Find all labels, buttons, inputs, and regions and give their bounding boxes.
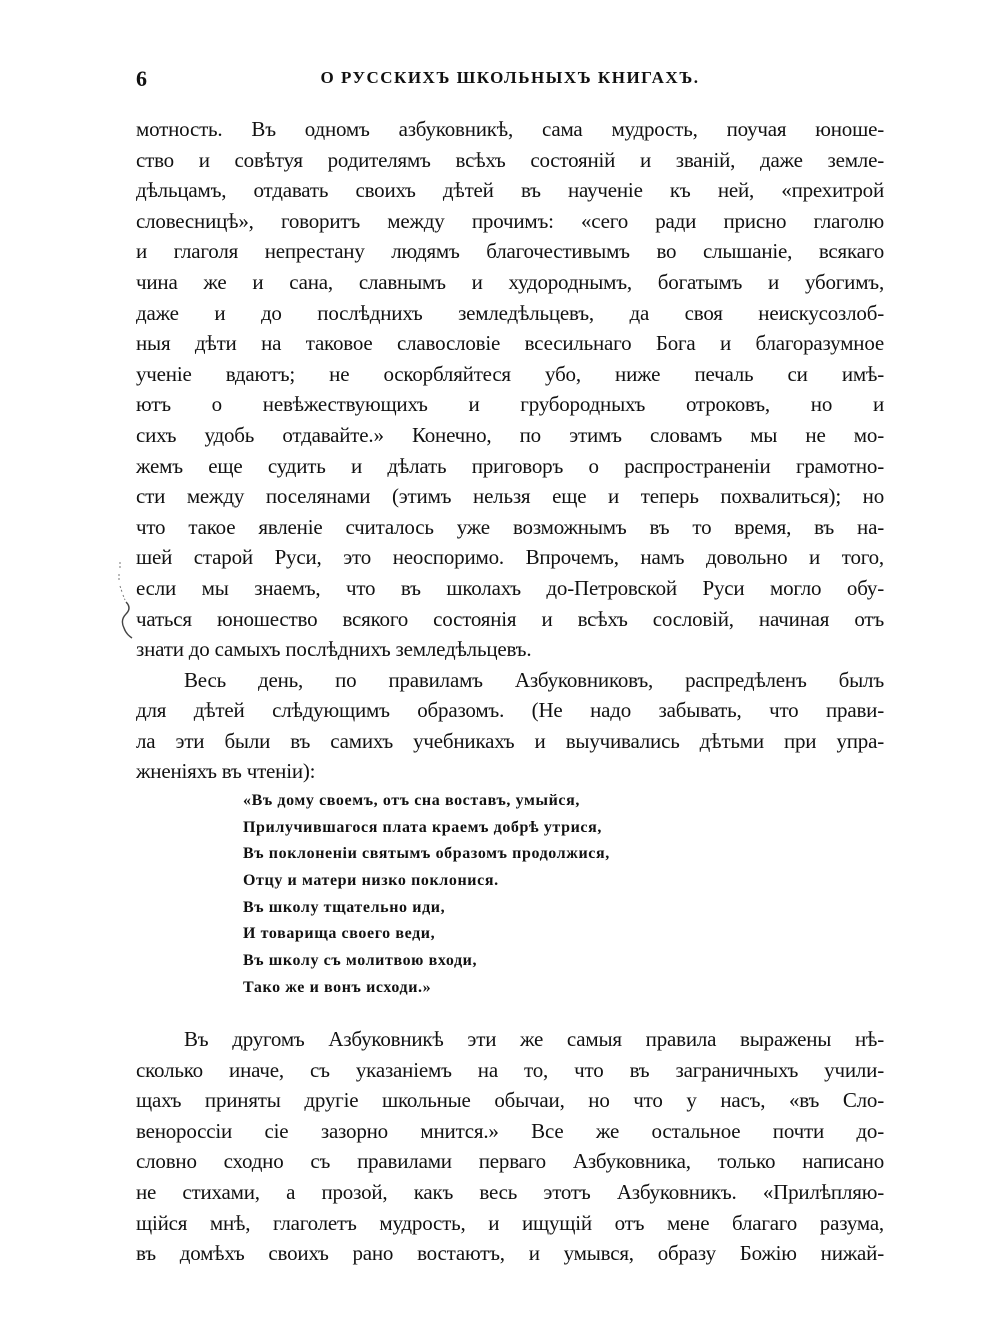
text-line: словесницѣ», говоритъ между прочимъ: «сего ради присно глаголю bbox=[136, 208, 884, 233]
verse-line: Въ школу съ молитвою входи, bbox=[243, 952, 478, 970]
verse-line: «Въ дому своемъ, отъ сна воставъ, умыйся, bbox=[243, 792, 580, 809]
running-title: О РУССКИХЪ ШКОЛЬНЫХЪ КНИГАХЪ. bbox=[320, 68, 700, 87]
text-line: для дѣтей слѣдующимъ образомъ. (Не надо забывать, что прави- bbox=[136, 698, 884, 723]
text-line: ла эти были въ самихъ учебникахъ и выучивались дѣтьми при упра- bbox=[136, 728, 884, 753]
text-line: ученіе вдаютъ; не оскорбляйтеся убо, ниже печаль си имѣ- bbox=[136, 361, 884, 386]
verse-line: Прилучившагося плата краемъ добрѣ утрися, bbox=[243, 818, 602, 836]
text-line: венороссіи сіе зазорно мнится.» Все же остальное почти до- bbox=[136, 1118, 884, 1143]
text-line: сти между поселянами (этимъ нельзя еще и теперь похвалиться); но bbox=[136, 484, 884, 509]
text-line: щахъ приняты другіе школьные обычаи, но что у насъ, «въ Сло- bbox=[136, 1088, 884, 1113]
text-line: въ домѣхъ своихъ рано востаютъ, и умывся, образу Божію нижай- bbox=[136, 1241, 884, 1266]
text-line: ство и совѣтуя родителямъ всѣхъ состояній и званій, даже земле- bbox=[136, 147, 884, 172]
text-line: жемъ еще судить и дѣлать приговоръ о распространеніи грамотно- bbox=[136, 453, 884, 478]
text-line: щійся мнѣ, глаголетъ мудрость, и ищущій отъ мене благаго разума, bbox=[136, 1210, 884, 1235]
text-line: шей старой Руси, это неоспоримо. Впрочемъ, намъ довольно и того, bbox=[136, 545, 884, 570]
text-line: что такое явленіе считалось уже возможнымъ въ то время, въ на- bbox=[136, 514, 884, 539]
text-line: не стихами, а прозой, какъ весь этотъ Азбуковникъ. «Прилѣпляю- bbox=[136, 1179, 884, 1204]
paragraph-start: Весь день, по правиламъ Азбуковниковъ, распредѣленъ былъ bbox=[184, 667, 884, 692]
text-line: мотность. Въ одномъ азбуковникѣ, сама мудрость, поучая юноше- bbox=[136, 117, 884, 141]
text-line: жненіяхъ въ чтеніи): bbox=[136, 759, 316, 784]
text-line: дѣльцамъ, отдавать своихъ дѣтей въ наученіе къ ней, «прехитрой bbox=[136, 178, 884, 203]
body-text-bottom bbox=[136, 1024, 884, 1269]
text-line: чаться юношество всякого состоянія и всѣхъ сословій, начиная отъ bbox=[136, 606, 884, 631]
text-line: сколько иначе, съ указаніемъ на то, что въ заграничныхъ учили- bbox=[136, 1057, 884, 1082]
verse-line: Въ школу тщательно иди, bbox=[243, 898, 446, 916]
paragraph-start: Въ другомъ Азбуковникѣ эти же самыя правила выражены нѣ- bbox=[184, 1027, 884, 1051]
text-line: сихъ удобь отдавайте.» Конечно, по этимъ словамъ мы не мо- bbox=[136, 422, 884, 447]
running-head bbox=[136, 66, 884, 96]
text-line: если мы знаемъ, что въ школахъ до-Петровской Руси могло обу- bbox=[136, 575, 884, 600]
text-line: знати до самыхъ послѣднихъ земледѣльцевъ. bbox=[136, 637, 532, 662]
text-line: и глаголя непрестану людямъ благочестивымъ во слышаніе, всякаго bbox=[136, 239, 884, 264]
text-line: словно сходно съ правилами перваго Азбуковника, только написано bbox=[136, 1149, 884, 1174]
verse-line: Тако же и вонъ исходи.» bbox=[243, 978, 432, 996]
verse-block bbox=[243, 788, 683, 1002]
verse-line: И товарища своего веди, bbox=[243, 925, 436, 943]
verse-line: Отцу и матери низко поклонися. bbox=[243, 872, 499, 890]
text-line: чина же и сана, славнымъ и худороднымъ, богатымъ и убогимъ, bbox=[136, 269, 884, 294]
page-number: 6 bbox=[136, 66, 147, 91]
text-line: ныя дѣти на таковое славословіе всесильнаго Бога и благоразумное bbox=[136, 331, 884, 356]
verse-line: Въ поклоненіи святымъ образомъ продолжися, bbox=[243, 845, 610, 863]
body-text-top bbox=[136, 114, 884, 787]
text-line: ютъ о невѣжествующихъ и грубородныхъ отроковъ, но и bbox=[136, 392, 884, 417]
text-line: даже и до послѣднихъ земледѣльцевъ, да своя неискусозлоб- bbox=[136, 300, 884, 325]
